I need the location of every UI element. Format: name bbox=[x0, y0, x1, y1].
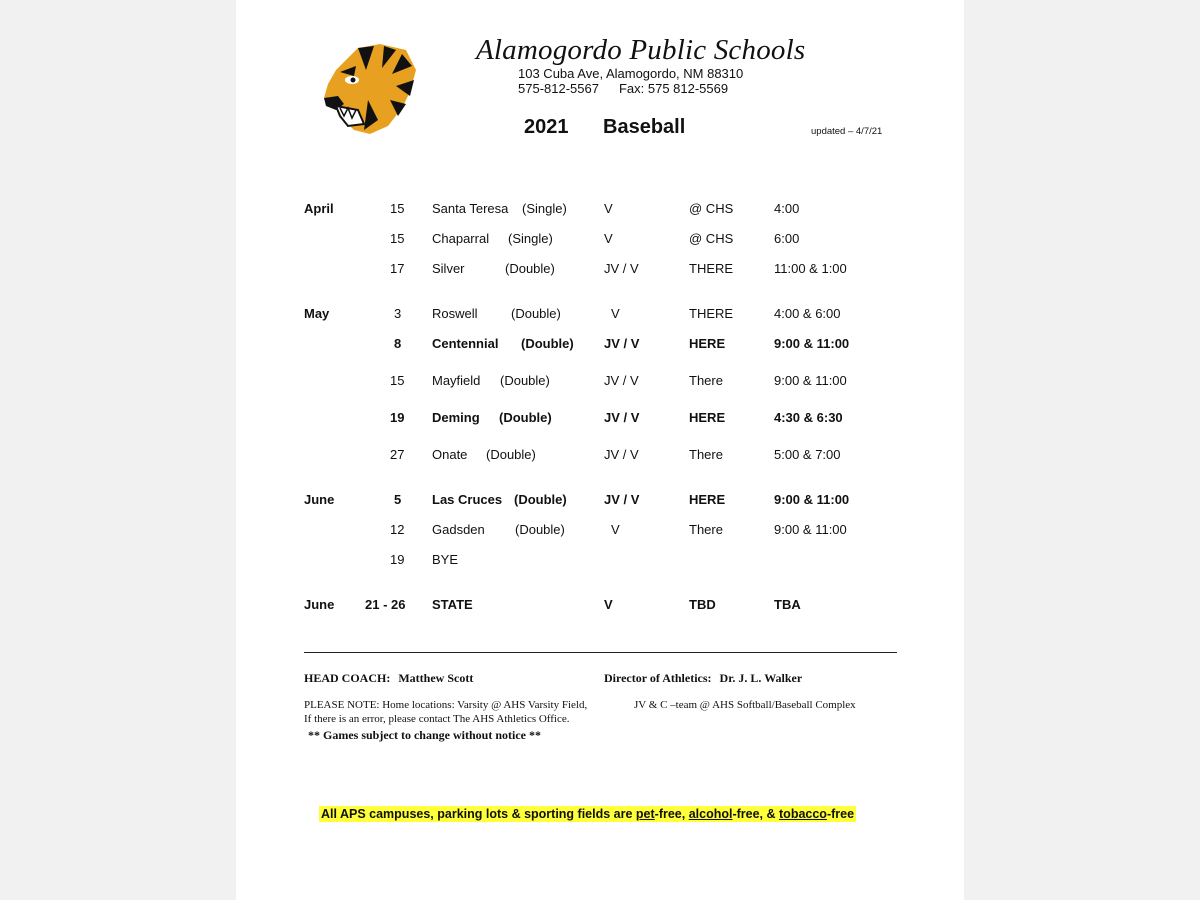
schedule-row bbox=[236, 373, 964, 391]
schedule-row bbox=[236, 306, 964, 324]
game-location: HERE bbox=[689, 492, 726, 507]
game-date: 8 bbox=[394, 336, 402, 351]
game-location: THERE bbox=[689, 261, 734, 276]
game-date: 17 bbox=[390, 261, 405, 276]
schedule-row bbox=[236, 492, 964, 510]
game-opponent: Las Cruces bbox=[432, 492, 503, 507]
policy-alcohol: alcohol bbox=[688, 807, 733, 821]
game-type: (Double) bbox=[486, 447, 536, 462]
head-coach-label: HEAD COACH: bbox=[304, 671, 391, 685]
game-type: (Double) bbox=[521, 336, 574, 351]
game-level: JV / V bbox=[604, 492, 640, 507]
game-location: There bbox=[689, 447, 723, 462]
game-location: There bbox=[689, 373, 723, 388]
policy-free-3: -free bbox=[826, 807, 855, 821]
game-level: JV / V bbox=[604, 261, 639, 276]
game-opponent: Mayfield bbox=[432, 373, 481, 388]
game-level: JV / V bbox=[604, 410, 640, 425]
game-level: JV / V bbox=[604, 336, 640, 351]
schedule-row bbox=[236, 261, 964, 279]
game-level: JV / V bbox=[604, 447, 639, 462]
game-time: 9:00 & 11:00 bbox=[774, 336, 850, 351]
policy-banner bbox=[319, 806, 856, 822]
game-time: 5:00 & 7:00 bbox=[774, 447, 841, 462]
game-opponent: Chaparral bbox=[432, 231, 490, 246]
game-time: 9:00 & 11:00 bbox=[774, 492, 850, 507]
schedule-row bbox=[236, 336, 964, 354]
fax-number: Fax: 575 812-5569 bbox=[618, 81, 729, 96]
game-date: 5 bbox=[394, 492, 402, 507]
game-level: JV / V bbox=[604, 373, 639, 388]
game-type: (Double) bbox=[500, 373, 550, 388]
game-date: 15 bbox=[390, 373, 405, 388]
game-type: (Double) bbox=[514, 492, 567, 507]
game-opponent: Centennial bbox=[432, 336, 499, 351]
divider bbox=[304, 652, 897, 653]
game-opponent: BYE bbox=[432, 552, 459, 567]
game-time: 4:30 & 6:30 bbox=[774, 410, 843, 425]
note-home-locations: PLEASE NOTE: Home locations: Varsity @ AHS Varsity Field, bbox=[304, 699, 588, 711]
game-date: 15 bbox=[390, 201, 405, 216]
school-address: 103 Cuba Ave, Alamogordo, NM 88310 bbox=[518, 66, 744, 81]
game-date: 21 - 26 bbox=[365, 597, 406, 612]
game-time: 4:00 bbox=[774, 201, 800, 216]
game-location: HERE bbox=[689, 410, 726, 425]
policy-free-2: -free, & bbox=[732, 807, 780, 821]
game-location: There bbox=[689, 522, 723, 537]
game-month: June bbox=[304, 597, 335, 612]
game-location: THERE bbox=[689, 306, 734, 321]
game-time: 6:00 bbox=[774, 231, 800, 246]
head-coach bbox=[304, 671, 473, 686]
schedule-row bbox=[236, 597, 964, 615]
game-date: 12 bbox=[390, 522, 405, 537]
head-coach-name: Matthew Scott bbox=[398, 671, 474, 685]
policy-pet: pet bbox=[635, 807, 655, 821]
schedule-document bbox=[236, 0, 964, 900]
game-opponent: Santa Teresa bbox=[432, 201, 509, 216]
game-type: (Double) bbox=[511, 306, 561, 321]
schedule-sport: Baseball bbox=[603, 116, 686, 138]
athletic-director bbox=[604, 671, 802, 686]
game-type: (Double) bbox=[499, 410, 552, 425]
schedule-row bbox=[236, 447, 964, 465]
policy-tobacco: tobacco bbox=[779, 807, 827, 821]
game-date: 15 bbox=[390, 231, 405, 246]
game-time: 9:00 & 11:00 bbox=[774, 522, 847, 537]
director-label: Director of Athletics: bbox=[604, 671, 712, 685]
game-month: May bbox=[304, 306, 330, 321]
game-level: V bbox=[604, 201, 613, 216]
game-time: 11:00 & 1:00 bbox=[774, 261, 847, 276]
game-location: TBD bbox=[689, 597, 716, 612]
schedule-row bbox=[236, 552, 964, 570]
game-level: V bbox=[611, 306, 620, 321]
note-subject-to-change: ** Games subject to change without notice ** bbox=[308, 728, 541, 742]
game-level: V bbox=[611, 522, 620, 537]
school-phones bbox=[518, 81, 728, 96]
game-type: (Double) bbox=[515, 522, 565, 537]
schedule-row bbox=[236, 522, 964, 540]
game-time: TBA bbox=[774, 597, 801, 612]
game-opponent: Silver bbox=[432, 261, 465, 276]
game-month: June bbox=[304, 492, 335, 507]
policy-prefix: All APS campuses, parking lots & sporting fields are bbox=[321, 807, 636, 821]
game-date: 19 bbox=[390, 410, 405, 425]
schedule-year: 2021 bbox=[524, 116, 569, 138]
game-location: @ CHS bbox=[689, 201, 734, 216]
game-date: 19 bbox=[390, 552, 405, 567]
game-type: (Single) bbox=[522, 201, 567, 216]
note-error-contact: If there is an error, please contact The AHS Athletics Office. bbox=[304, 713, 570, 725]
game-opponent: STATE bbox=[432, 597, 473, 612]
tiger-mascot-icon bbox=[318, 40, 418, 136]
school-name: Alamogordo Public Schools bbox=[476, 34, 806, 66]
updated-date: updated – 4/7/21 bbox=[811, 126, 883, 137]
game-time: 9:00 & 11:00 bbox=[774, 373, 847, 388]
game-level: V bbox=[604, 231, 613, 246]
phone-number: 575-812-5567 bbox=[518, 81, 599, 96]
game-type: (Single) bbox=[508, 231, 553, 246]
game-location: @ CHS bbox=[689, 231, 734, 246]
game-opponent: Onate bbox=[432, 447, 468, 462]
game-location: HERE bbox=[689, 336, 726, 351]
game-date: 3 bbox=[394, 306, 402, 321]
director-name: Dr. J. L. Walker bbox=[719, 671, 803, 685]
game-level: V bbox=[604, 597, 613, 612]
game-opponent: Deming bbox=[432, 410, 480, 425]
note-jv-locations: JV & C –team @ AHS Softball/Baseball Complex bbox=[634, 699, 856, 711]
schedule-row bbox=[236, 410, 964, 428]
game-opponent: Gadsden bbox=[432, 522, 485, 537]
game-opponent: Roswell bbox=[432, 306, 478, 321]
policy-free-1: -free, bbox=[654, 807, 689, 821]
game-type: (Double) bbox=[505, 261, 555, 276]
schedule-row bbox=[236, 201, 964, 219]
game-time: 4:00 & 6:00 bbox=[774, 306, 841, 321]
game-date: 27 bbox=[390, 447, 405, 462]
game-month: April bbox=[304, 201, 334, 216]
schedule-row bbox=[236, 231, 964, 249]
